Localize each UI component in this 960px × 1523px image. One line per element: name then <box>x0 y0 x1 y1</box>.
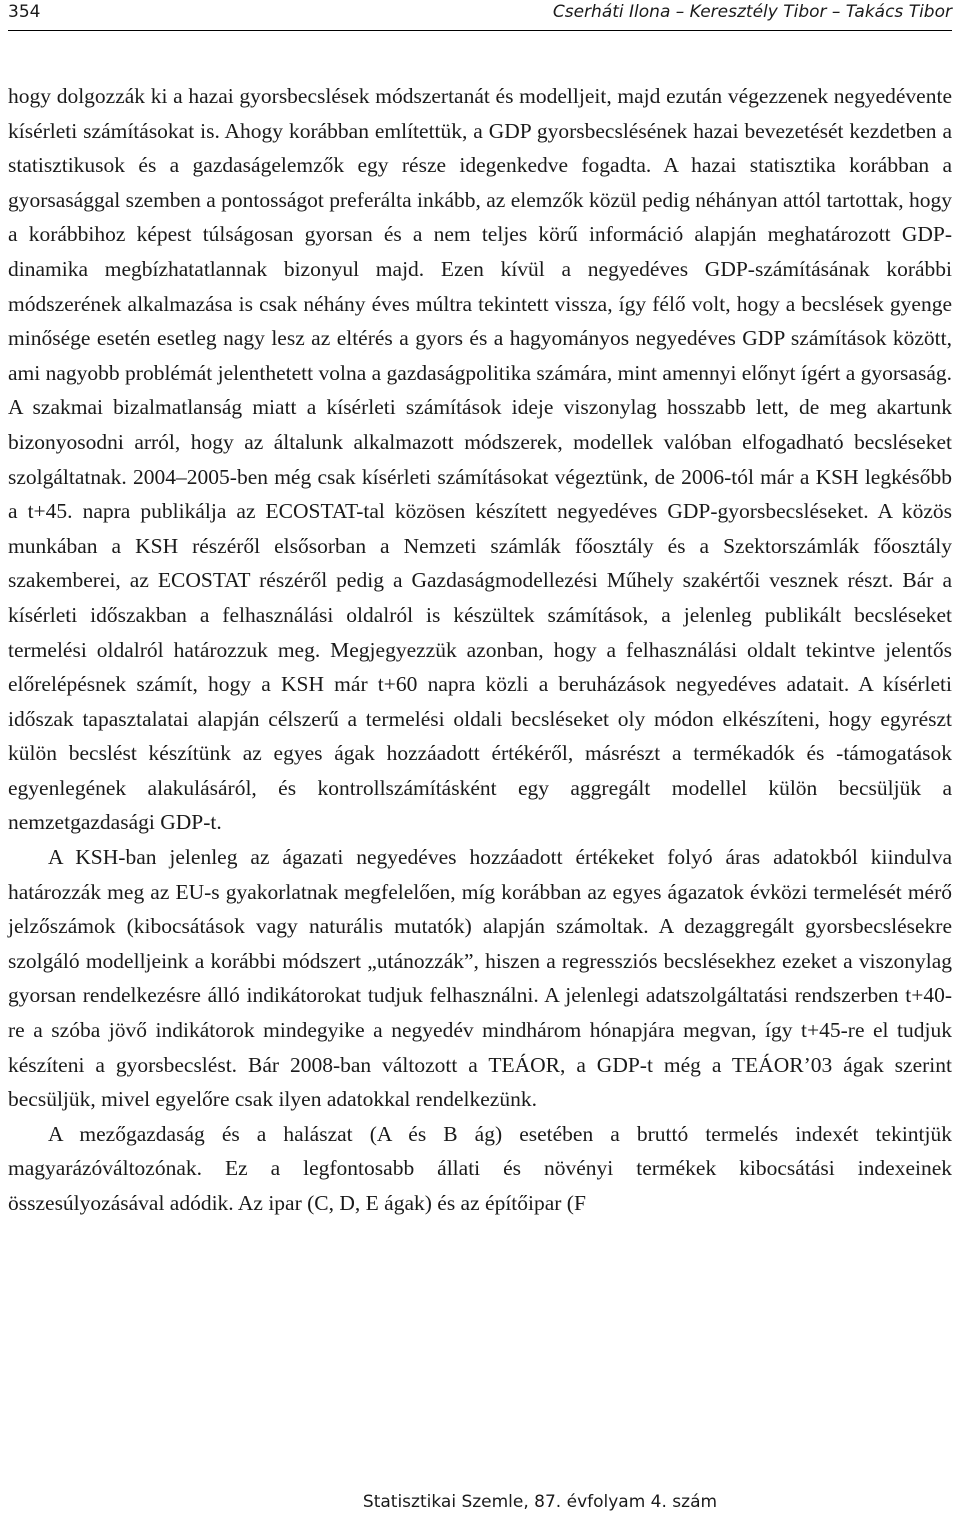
page-number: 354 <box>8 2 41 22</box>
page-header <box>8 0 952 30</box>
paragraph-ksh-methods: A KSH-ban jelenleg az ágazati negyedéves hozzáadott értékeket folyó áras adatokból kiindulva határozzák meg az EU-s gyakorlatnak megfelelően, míg korábban az egyes ágazatok évközi termelését mérő jelzőszámok (kibocsátások vagy naturális mutatók) alapján számoltak. A dezaggregált gyorsbecslésekre szolgáló modelljeink a korábbi módszert „utánozzák”, hiszen a regressziós becslésekhez ezeket a viszonylag gyorsan rendelkezésre álló indikátorokat tudjuk felhasználni. A jelenlegi adatszolgáltatási rendszerben t+40-re a szóba jövő indikátorok mindegyike a negyedév mindhárom hónapjára megvan, így t+45-re el tudjuk készíteni a gyorsbecslést. Bár 2008-ban változott a TEÁOR, a GDP-t még a TEÁOR’03 ágak szerint becsüljük, mivel egyelőre csak ilyen adatokkal rendelkezünk. <box>8 845 952 1112</box>
paragraph-continued: hogy dolgozzák ki a hazai gyorsbecslések módszertanát és modelljeit, majd ezután végezzenek negyedévente kísérleti számításokat is. Ahogy korábban említettük, a GDP gyorsbecslésének hazai bevezetését kezdetben a statisztikusok és a gazdaságelemzők egy része idegenkedve fogadta. A hazai statisztika korábban a gyorsasággal szemben a pontosságot preferálta inkább, az elemzők közül pedig néhányan attól tartottak, hogy a korábbihoz képest túlságosan gyorsan és a nem teljes körű információ alapján meghatározott GDP-dinamika megbízhatatlannak bizonyul majd. Ezen kívül a negyedéves GDP-számításának korábbi módszerének alkalmazása is csak néhány éves múltra tekintett vissza, így félő volt, hogy a becslések gyenge minősége esetén esetleg nagy lesz az eltérés a gyors és a hagyományos negyedéves GDP számítások között, ami nagyobb problémát jelenthetett volna a gazdaságpolitika számára, mint amennyi előnyt ígért a gyorsaság. A szakmai bizalmatlanság miatt a kísérleti számítások ideje viszonylag hosszabb lett, de meg akartunk bizonyosodni arról, hogy az általunk alkalmazott módszerek, modellek valóban elfogadható becsléseket szolgáltatnak. 2004–2005-ben még csak kísérleti számításokat végeztünk, de 2006-tól már a KSH legkésőbb a t+45. napra publikálja az ECOSTAT-tal közösen készített negyedéves GDP-gyorsbecsléseket. A közös munkában a KSH részéről elsősorban a Nemzeti számlák főosztály és a Szektorszámlák főosztály szakemberei, az ECOSTAT részéről pedig a Gazdaságmodellezési Műhely szakértői vesznek részt. Bár a kísérleti időszakban a felhasználási oldalról is készültek számítások, a jelenleg publikált becsléseket termelési oldalról határozzuk meg. Megjegyezzük azonban, hogy a felhasználási oldalt tekintve jelentős előrelépésnek számít, hogy a KSH már t+60 napra közli a beruházások negyedéves adatait. A kísérleti időszak tapasztalatai alapján célszerű a termelési oldali becsléseket oly módon elkészíteni, hogy egyrészt külön becslést készítünk az egyes ágak hozzáadott értékéről, másrészt a termékadók és -támogatások egyenlegének alakulásáról, és kontrollszámításként egy aggregált modellel külön becsüljük a nemzetgazdasági GDP-t. <box>8 84 952 835</box>
article-body <box>8 79 952 1221</box>
journal-citation: Statisztikai Szemle, 87. évfolyam 4. szám <box>362 1492 718 1512</box>
paragraph-agriculture: A mezőgazdaság és a halászat (A és B ág) esetében a bruttó termelés indexét tekintjük magyarázóváltozónak. Ez a legfontosabb állati és növényi termékek kibocsátási indexeinek összesúlyozásával adódik. Az ipar (C, D, E ágak) és az építőipar (F <box>8 1121 952 1215</box>
header-divider <box>8 30 952 31</box>
running-head-authors: Cserháti Ilona – Keresztély Tibor – Takács Tibor <box>552 2 952 22</box>
page-footer <box>0 1492 960 1512</box>
